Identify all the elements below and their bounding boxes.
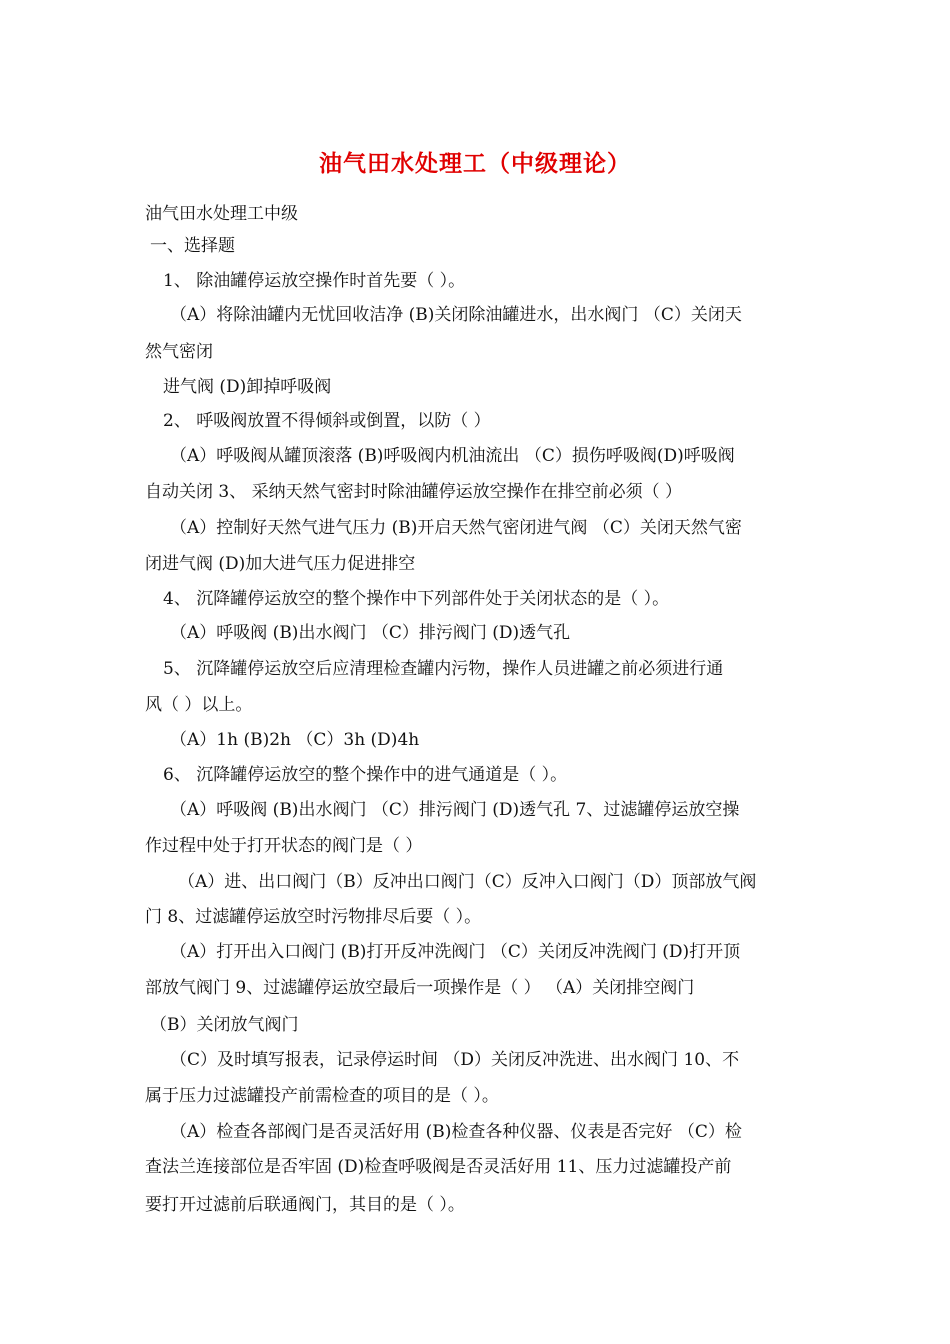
- text-line: 门 8、过滤罐停运放空时污物排尽后要（ ）。: [145, 907, 482, 927]
- text-line: （A）进、出口阀门（B）反冲出口阀门（C）反冲入口阀门（D）顶部放气阀: [178, 872, 757, 892]
- text-line: 风（ ）以上。: [145, 695, 253, 715]
- text-line: 自动关闭 3、 采纳天然气密封时除油罐停运放空操作在排空前必须（ ）: [145, 482, 683, 502]
- text-line: 5、 沉降罐停运放空后应清理检查罐内污物，操作人员进罐之前必须进行通: [163, 659, 724, 679]
- text-line: 进气阀 (D)卸掉呼吸阀: [163, 377, 332, 397]
- text-line: 然气密闭: [145, 342, 213, 362]
- text-line: 要打开过滤前后联通阀门，其目的是（ ）。: [145, 1195, 465, 1215]
- text-line: 油气田水处理工中级: [145, 204, 298, 224]
- text-line: （A）1h (B)2h （C）3h (D)4h: [170, 730, 420, 750]
- text-line: （A）打开出入口阀门 (B)打开反冲洗阀门 （C）关闭反冲洗阀门 (D)打开顶: [170, 942, 741, 962]
- text-line: （A）将除油罐内无忧回收洁净 (B)关闭除油罐进水，出水阀门 （C）关闭天: [170, 305, 742, 325]
- text-line: 查法兰连接部位是否牢固 (D)检查呼吸阀是否灵活好用 11、压力过滤罐投产前: [145, 1157, 732, 1177]
- text-line: （B）关闭放气阀门: [150, 1015, 299, 1035]
- text-line: （A）呼吸阀 (B)出水阀门 （C）排污阀门 (D)透气孔: [170, 623, 571, 643]
- text-line: 作过程中处于打开状态的阀门是（ ）: [145, 836, 423, 856]
- text-line: 2、 呼吸阀放置不得倾斜或倒置，以防（ ）: [163, 411, 491, 431]
- text-line: （A）检查各部阀门是否灵活好用 (B)检查各种仪器、仪表是否完好 （C）检: [170, 1122, 742, 1142]
- text-line: 4、 沉降罐停运放空的整个操作中下列部件处于关闭状态的是（ ）。: [163, 589, 670, 609]
- text-line: 6、 沉降罐停运放空的整个操作中的进气通道是（ ）。: [163, 765, 568, 785]
- text-line: （C）及时填写报表，记录停运时间 （D）关闭反冲洗进、出水阀门 10、不: [170, 1050, 740, 1070]
- text-line: 1、 除油罐停运放空操作时首先要（ ）。: [163, 271, 466, 291]
- document-title: 油气田水处理工（中级理论）: [319, 150, 631, 177]
- text-line: 部放气阀门 9、过滤罐停运放空最后一项操作是（ ） （A）关闭排空阀门: [145, 978, 695, 998]
- text-line: 属于压力过滤罐投产前需检查的项目的是（ ）。: [145, 1086, 499, 1106]
- text-line: 一、选择题: [150, 236, 235, 256]
- text-line: （A）呼吸阀从罐顶滚落 (B)呼吸阀内机油流出 （C）损伤呼吸阀(D)呼吸阀: [170, 446, 735, 466]
- text-line: （A）控制好天然气进气压力 (B)开启天然气密闭进气阀 （C）关闭天然气密: [170, 518, 742, 538]
- text-line: （A）呼吸阀 (B)出水阀门 （C）排污阀门 (D)透气孔 7、过滤罐停运放空操: [170, 800, 740, 820]
- text-line: 闭进气阀 (D)加大进气压力促进排空: [145, 554, 416, 574]
